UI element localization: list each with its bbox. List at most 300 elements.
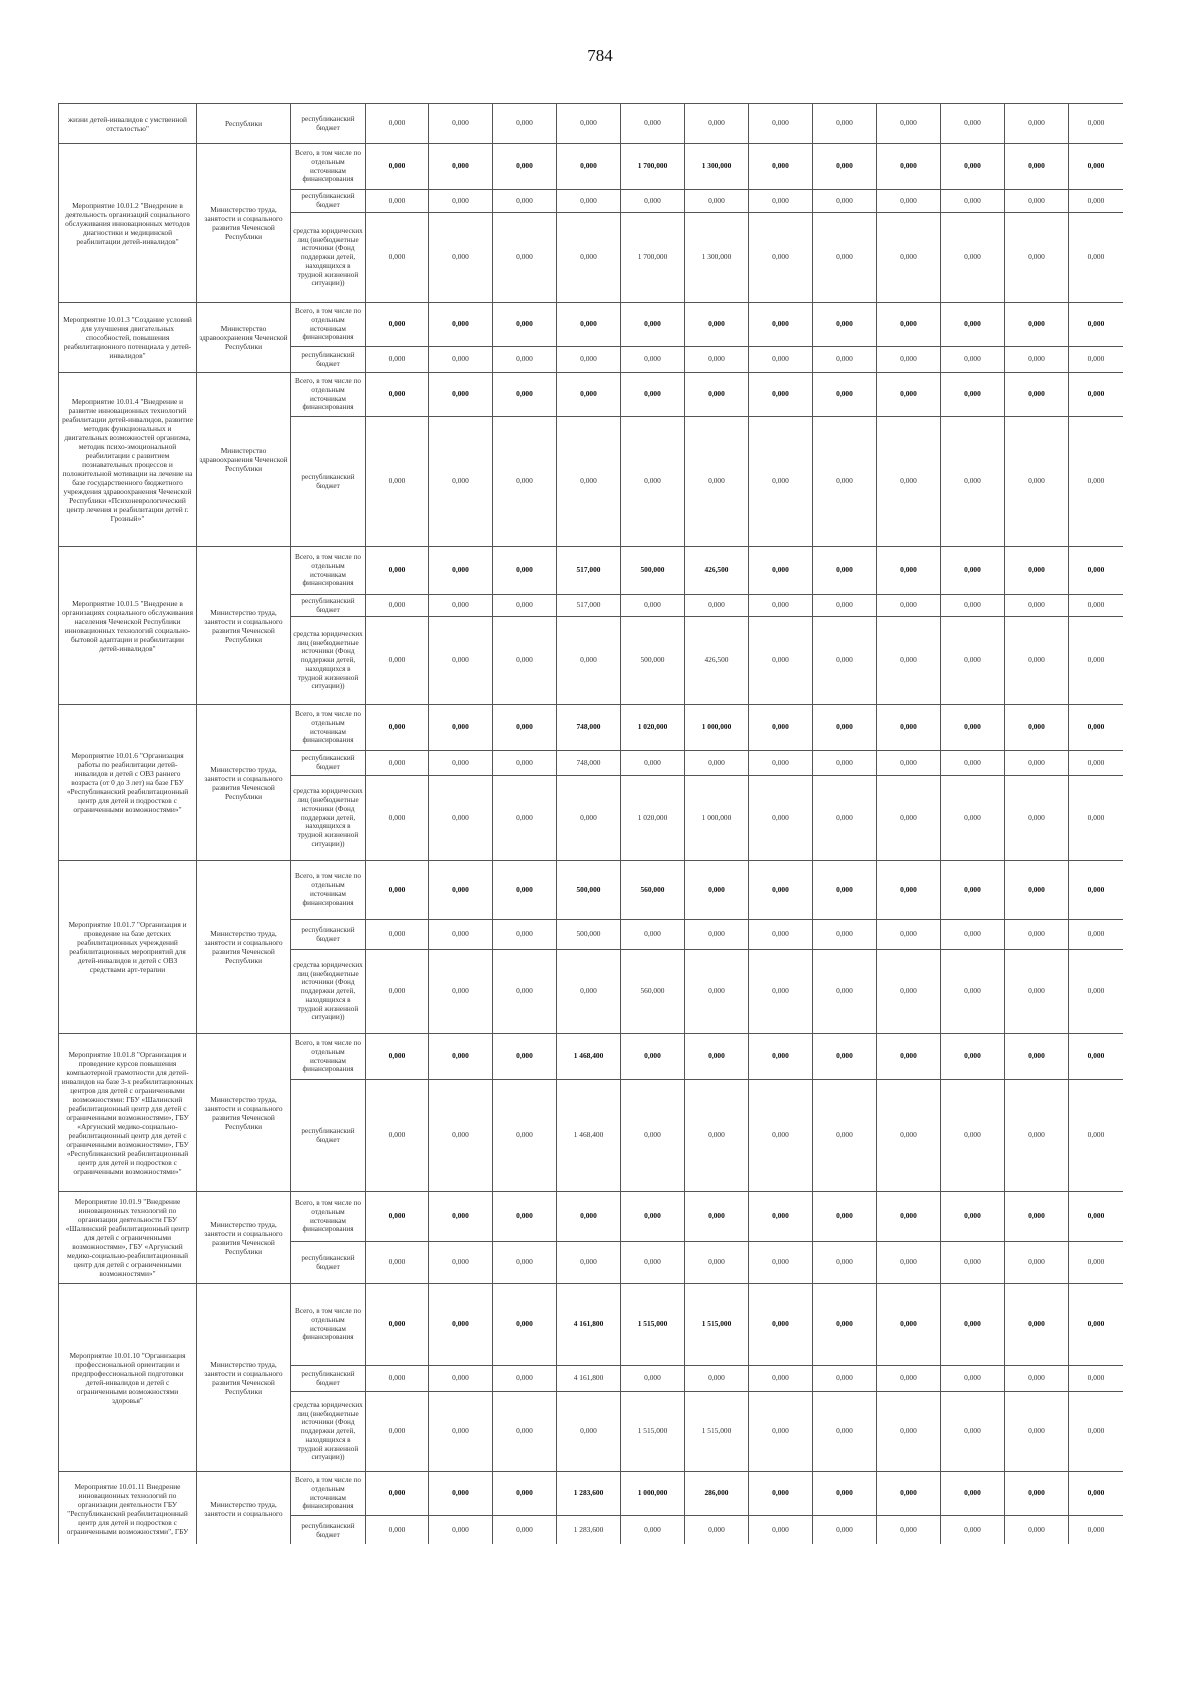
amount-cell: 0,000 [941, 1242, 1005, 1284]
amount-cell: 0,000 [1005, 950, 1069, 1034]
amount-cell: 0,000 [941, 1080, 1005, 1192]
amount-cell: 0,000 [621, 347, 685, 373]
amount-cell: 0,000 [877, 920, 941, 950]
amount-cell: 4 161,800 [557, 1366, 621, 1392]
table-row [59, 861, 1124, 920]
amount-cell: 0,000 [366, 144, 429, 190]
table-row [59, 1034, 1124, 1080]
amount-cell: 0,000 [429, 1034, 493, 1080]
amount-cell: 0,000 [1069, 1366, 1124, 1392]
amount-cell: 0,000 [493, 705, 557, 751]
amount-cell: 1 283,600 [557, 1516, 621, 1545]
funding-source-cell: средства юридических лиц (внебюджетные источники (Фонд поддержки детей, находящихся в трудной жизненной ситуации)) [291, 776, 366, 861]
amount-cell: 0,000 [1069, 1392, 1124, 1472]
amount-cell: 0,000 [877, 303, 941, 347]
amount-cell: 0,000 [813, 861, 877, 920]
amount-cell: 0,000 [749, 1472, 813, 1516]
funding-source-cell: республиканский бюджет [291, 347, 366, 373]
amount-cell: 0,000 [877, 861, 941, 920]
amount-cell: 0,000 [1069, 1516, 1124, 1545]
amount-cell: 0,000 [813, 705, 877, 751]
amount-cell: 0,000 [941, 373, 1005, 417]
amount-cell: 0,000 [429, 1516, 493, 1545]
amount-cell: 0,000 [429, 144, 493, 190]
amount-cell: 0,000 [493, 1242, 557, 1284]
amount-cell: 0,000 [1069, 920, 1124, 950]
funding-source-cell: Всего, в том числе по отдельным источникам финансирования [291, 1472, 366, 1516]
executor-cell: Министерство труда, занятости и социального развития Чеченской Республики [197, 1284, 291, 1472]
amount-cell: 0,000 [877, 213, 941, 303]
amount-cell: 0,000 [366, 617, 429, 705]
amount-cell: 1 283,600 [557, 1472, 621, 1516]
amount-cell: 0,000 [813, 920, 877, 950]
amount-cell: 0,000 [621, 104, 685, 144]
amount-cell: 0,000 [1069, 595, 1124, 617]
amount-cell: 0,000 [941, 1034, 1005, 1080]
amount-cell: 0,000 [429, 547, 493, 595]
amount-cell: 0,000 [493, 1192, 557, 1242]
amount-cell: 0,000 [493, 144, 557, 190]
amount-cell: 0,000 [749, 617, 813, 705]
amount-cell: 0,000 [1069, 1284, 1124, 1366]
measure-name-cell: Мероприятие 10.01.5 "Внедрение в организациях социального обслуживания населения Чеченской Республики инновационных технологий социально-бытовой адаптации и реабилитации детей-инвалидов" [59, 547, 197, 705]
amount-cell: 0,000 [877, 144, 941, 190]
amount-cell: 0,000 [685, 950, 749, 1034]
page-number: 784 [587, 46, 613, 65]
amount-cell: 0,000 [1005, 1392, 1069, 1472]
amount-cell: 0,000 [1069, 751, 1124, 776]
amount-cell: 0,000 [813, 303, 877, 347]
amount-cell: 0,000 [813, 144, 877, 190]
amount-cell: 0,000 [877, 776, 941, 861]
amount-cell: 0,000 [877, 1472, 941, 1516]
amount-cell: 0,000 [813, 1516, 877, 1545]
amount-cell: 0,000 [941, 417, 1005, 547]
amount-cell: 0,000 [366, 373, 429, 417]
amount-cell: 0,000 [877, 950, 941, 1034]
amount-cell: 0,000 [366, 417, 429, 547]
amount-cell: 0,000 [366, 751, 429, 776]
amount-cell: 0,000 [749, 547, 813, 595]
funding-source-cell: республиканский бюджет [291, 920, 366, 950]
amount-cell: 0,000 [1069, 190, 1124, 213]
amount-cell: 0,000 [1069, 213, 1124, 303]
amount-cell: 0,000 [1005, 1192, 1069, 1242]
amount-cell: 0,000 [941, 950, 1005, 1034]
measure-name-cell: Мероприятие 10.01.6 "Организация работы по реабилитации детей-инвалидов и детей с ОВЗ раннего возраста (от 0 до 3 лет) на базе ГБУ «Республиканский реабилитационный центр для детей и подростков с ограниченными возможностями»" [59, 705, 197, 861]
amount-cell: 0,000 [813, 950, 877, 1034]
funding-source-cell: республиканский бюджет [291, 1516, 366, 1545]
measure-name-cell: Мероприятие 10.01.7 "Организация и проведение на базе детских реабилитационных учреждений реабилитационных мероприятий для детей-инвалидов и детей с ОВЗ средствами арт-терапии [59, 861, 197, 1034]
amount-cell: 0,000 [1069, 617, 1124, 705]
amount-cell: 0,000 [749, 705, 813, 751]
amount-cell: 0,000 [557, 1192, 621, 1242]
executor-cell: Министерство труда, занятости и социального развития Чеченской Республики [197, 547, 291, 705]
amount-cell: 0,000 [877, 1242, 941, 1284]
executor-cell: Министерство труда, занятости и социального [197, 1472, 291, 1545]
measure-name-cell: Мероприятие 10.01.8 "Организация и проведение курсов повышения компьютерной грамотности для детей-инвалидов на базе 3-х реабилитационных центров для детей с ограниченными возможностями: ГБУ «Шалинский реабилитационный центр для детей с ограниченными возможностями», ГБУ «Аргунский медико-социально-реабилитационный центр для детей с ограниченными возможностями», ГБУ «Республиканский реабилитационный центр для детей и подростков с ограниченными возможностями»" [59, 1034, 197, 1192]
amount-cell: 560,000 [621, 950, 685, 1034]
amount-cell: 517,000 [557, 595, 621, 617]
amount-cell: 0,000 [749, 1392, 813, 1472]
amount-cell: 0,000 [366, 1516, 429, 1545]
amount-cell: 0,000 [366, 1080, 429, 1192]
amount-cell: 0,000 [429, 920, 493, 950]
amount-cell: 0,000 [493, 104, 557, 144]
table-row [59, 373, 1124, 417]
amount-cell: 0,000 [813, 1034, 877, 1080]
amount-cell: 0,000 [621, 1192, 685, 1242]
amount-cell: 0,000 [366, 1392, 429, 1472]
amount-cell: 0,000 [557, 1392, 621, 1472]
amount-cell: 0,000 [1005, 617, 1069, 705]
measure-name-cell: Мероприятие 10.01.3 "Создание условий для улучшения двигательных способностей, повышения реабилитационного потенциала у детей-инвалидов" [59, 303, 197, 373]
amount-cell: 0,000 [877, 595, 941, 617]
amount-cell: 0,000 [493, 1472, 557, 1516]
amount-cell: 748,000 [557, 751, 621, 776]
amount-cell: 0,000 [749, 776, 813, 861]
executor-cell: Республики [197, 104, 291, 144]
amount-cell: 0,000 [366, 1284, 429, 1366]
amount-cell: 0,000 [557, 1242, 621, 1284]
table-row [59, 1284, 1124, 1366]
table-row [59, 303, 1124, 347]
amount-cell: 0,000 [813, 190, 877, 213]
amount-cell: 0,000 [685, 920, 749, 950]
amount-cell: 0,000 [557, 373, 621, 417]
amount-cell: 0,000 [429, 950, 493, 1034]
amount-cell: 0,000 [813, 373, 877, 417]
amount-cell: 0,000 [685, 861, 749, 920]
amount-cell: 0,000 [941, 1284, 1005, 1366]
amount-cell: 0,000 [366, 1366, 429, 1392]
amount-cell: 0,000 [1005, 751, 1069, 776]
amount-cell: 0,000 [1005, 776, 1069, 861]
amount-cell: 1 700,000 [621, 213, 685, 303]
amount-cell: 0,000 [621, 417, 685, 547]
table-row [59, 144, 1124, 190]
amount-cell: 0,000 [366, 1034, 429, 1080]
amount-cell: 0,000 [1069, 705, 1124, 751]
funding-source-cell: республиканский бюджет [291, 104, 366, 144]
amount-cell: 0,000 [493, 213, 557, 303]
amount-cell: 0,000 [493, 547, 557, 595]
amount-cell: 0,000 [813, 617, 877, 705]
executor-cell: Министерство труда, занятости и социального развития Чеченской Республики [197, 1192, 291, 1284]
amount-cell: 0,000 [941, 1392, 1005, 1472]
amount-cell: 500,000 [557, 920, 621, 950]
amount-cell: 0,000 [813, 1472, 877, 1516]
amount-cell: 1 515,000 [685, 1392, 749, 1472]
amount-cell: 0,000 [493, 1080, 557, 1192]
amount-cell: 0,000 [621, 303, 685, 347]
amount-cell: 0,000 [621, 1242, 685, 1284]
amount-cell: 0,000 [493, 776, 557, 861]
amount-cell: 0,000 [557, 104, 621, 144]
amount-cell: 0,000 [1005, 144, 1069, 190]
amount-cell: 1 468,400 [557, 1080, 621, 1192]
amount-cell: 0,000 [621, 1034, 685, 1080]
amount-cell: 0,000 [941, 104, 1005, 144]
amount-cell: 0,000 [749, 1242, 813, 1284]
amount-cell: 0,000 [429, 861, 493, 920]
amount-cell: 0,000 [877, 347, 941, 373]
amount-cell: 0,000 [493, 920, 557, 950]
amount-cell: 0,000 [941, 751, 1005, 776]
amount-cell: 0,000 [366, 861, 429, 920]
amount-cell: 0,000 [1005, 1516, 1069, 1545]
amount-cell: 0,000 [557, 347, 621, 373]
amount-cell: 0,000 [429, 595, 493, 617]
amount-cell: 0,000 [429, 417, 493, 547]
amount-cell: 0,000 [429, 104, 493, 144]
amount-cell: 0,000 [685, 1516, 749, 1545]
amount-cell: 0,000 [493, 861, 557, 920]
amount-cell: 0,000 [366, 776, 429, 861]
amount-cell: 0,000 [493, 595, 557, 617]
amount-cell: 0,000 [941, 920, 1005, 950]
amount-cell: 0,000 [1005, 104, 1069, 144]
amount-cell: 0,000 [366, 547, 429, 595]
amount-cell: 0,000 [941, 705, 1005, 751]
funding-source-cell: Всего, в том числе по отдельным источникам финансирования [291, 705, 366, 751]
amount-cell: 0,000 [366, 595, 429, 617]
amount-cell: 0,000 [493, 1284, 557, 1366]
amount-cell: 0,000 [941, 1192, 1005, 1242]
amount-cell: 0,000 [813, 776, 877, 861]
amount-cell: 0,000 [621, 373, 685, 417]
amount-cell: 0,000 [685, 1080, 749, 1192]
amount-cell: 0,000 [877, 190, 941, 213]
funding-source-cell: средства юридических лиц (внебюджетные источники (Фонд поддержки детей, находящихся в трудной жизненной ситуации)) [291, 617, 366, 705]
amount-cell: 0,000 [813, 1366, 877, 1392]
amount-cell: 0,000 [685, 1366, 749, 1392]
amount-cell: 0,000 [493, 1392, 557, 1472]
amount-cell: 0,000 [366, 303, 429, 347]
amount-cell: 0,000 [557, 950, 621, 1034]
funding-source-cell: средства юридических лиц (внебюджетные источники (Фонд поддержки детей, находящихся в трудной жизненной ситуации)) [291, 1392, 366, 1472]
measure-name-cell: Мероприятие 10.01.10 "Организация профессиональной ориентации и предпрофессиональной подготовки детей-инвалидов и детей с ограниченными возможностями здоровья" [59, 1284, 197, 1472]
amount-cell: 0,000 [1005, 861, 1069, 920]
amount-cell: 0,000 [429, 1284, 493, 1366]
amount-cell: 0,000 [1005, 1080, 1069, 1192]
amount-cell: 1 020,000 [621, 705, 685, 751]
amount-cell: 0,000 [366, 920, 429, 950]
measure-name-cell: Мероприятие 10.01.11 Внедрение инновационных технологий по организации деятельности ГБУ "Республиканский реабилитационный центр для детей и подростков с ограниченными возможностями", ГБУ [59, 1472, 197, 1545]
amount-cell: 0,000 [1069, 1034, 1124, 1080]
measure-name-cell: Мероприятие 10.01.2 "Внедрение в деятельность организаций социального обслуживания инновационных методов диагностики и медицинской реабилитации детей-инвалидов" [59, 144, 197, 303]
amount-cell: 0,000 [685, 303, 749, 347]
amount-cell: 0,000 [621, 1366, 685, 1392]
budget-table-container [58, 103, 1123, 1544]
amount-cell: 0,000 [941, 190, 1005, 213]
amount-cell: 0,000 [1069, 861, 1124, 920]
funding-source-cell: Всего, в том числе по отдельным источникам финансирования [291, 1192, 366, 1242]
amount-cell: 0,000 [877, 373, 941, 417]
amount-cell: 0,000 [1069, 373, 1124, 417]
amount-cell: 0,000 [1005, 595, 1069, 617]
amount-cell: 0,000 [621, 1080, 685, 1192]
executor-cell: Министерство труда, занятости и социального развития Чеченской Республики [197, 1034, 291, 1192]
amount-cell: 4 161,800 [557, 1284, 621, 1366]
amount-cell: 0,000 [941, 617, 1005, 705]
amount-cell: 0,000 [749, 104, 813, 144]
amount-cell: 0,000 [1005, 213, 1069, 303]
amount-cell: 0,000 [877, 104, 941, 144]
amount-cell: 0,000 [621, 190, 685, 213]
amount-cell: 1 000,000 [685, 705, 749, 751]
amount-cell: 0,000 [1069, 104, 1124, 144]
amount-cell: 0,000 [429, 705, 493, 751]
amount-cell: 0,000 [813, 1192, 877, 1242]
amount-cell: 0,000 [877, 751, 941, 776]
amount-cell: 0,000 [749, 1284, 813, 1366]
amount-cell: 0,000 [1069, 417, 1124, 547]
amount-cell: 0,000 [429, 1192, 493, 1242]
amount-cell: 0,000 [1069, 1242, 1124, 1284]
executor-cell: Министерство труда, занятости и социального развития Чеченской Республики [197, 705, 291, 861]
amount-cell: 0,000 [429, 1472, 493, 1516]
amount-cell: 0,000 [366, 190, 429, 213]
amount-cell: 1 515,000 [621, 1392, 685, 1472]
amount-cell: 0,000 [877, 1284, 941, 1366]
amount-cell: 1 468,400 [557, 1034, 621, 1080]
funding-source-cell: Всего, в том числе по отдельным источникам финансирования [291, 861, 366, 920]
amount-cell: 0,000 [877, 1034, 941, 1080]
amount-cell: 0,000 [493, 190, 557, 213]
executor-cell: Министерство труда, занятости и социального развития Чеченской Республики [197, 861, 291, 1034]
amount-cell: 0,000 [429, 303, 493, 347]
amount-cell: 0,000 [1069, 347, 1124, 373]
amount-cell: 0,000 [429, 347, 493, 373]
amount-cell: 0,000 [749, 347, 813, 373]
amount-cell: 0,000 [557, 417, 621, 547]
amount-cell: 0,000 [429, 1242, 493, 1284]
amount-cell: 1 300,000 [685, 144, 749, 190]
amount-cell: 0,000 [877, 1366, 941, 1392]
amount-cell: 0,000 [493, 751, 557, 776]
amount-cell: 0,000 [1005, 1242, 1069, 1284]
amount-cell: 0,000 [1005, 373, 1069, 417]
amount-cell: 0,000 [1005, 303, 1069, 347]
amount-cell: 0,000 [493, 373, 557, 417]
amount-cell: 0,000 [813, 1284, 877, 1366]
executor-cell: Министерство здравоохранения Чеченской Республики [197, 303, 291, 373]
amount-cell: 0,000 [493, 950, 557, 1034]
amount-cell: 0,000 [429, 190, 493, 213]
amount-cell: 0,000 [621, 920, 685, 950]
amount-cell: 0,000 [685, 1242, 749, 1284]
amount-cell: 500,000 [621, 617, 685, 705]
amount-cell: 0,000 [1069, 1080, 1124, 1192]
amount-cell: 0,000 [749, 213, 813, 303]
amount-cell: 0,000 [877, 617, 941, 705]
amount-cell: 560,000 [621, 861, 685, 920]
amount-cell: 0,000 [685, 347, 749, 373]
amount-cell: 286,000 [685, 1472, 749, 1516]
amount-cell: 517,000 [557, 547, 621, 595]
amount-cell: 0,000 [685, 595, 749, 617]
table-row [59, 1472, 1124, 1516]
funding-source-cell: республиканский бюджет [291, 417, 366, 547]
amount-cell: 0,000 [1069, 950, 1124, 1034]
funding-source-cell: Всего, в том числе по отдельным источникам финансирования [291, 303, 366, 347]
budget-table [58, 103, 1123, 1544]
amount-cell: 0,000 [493, 347, 557, 373]
amount-cell: 0,000 [941, 1516, 1005, 1545]
amount-cell: 0,000 [429, 751, 493, 776]
table-row [59, 547, 1124, 595]
amount-cell: 0,000 [749, 303, 813, 347]
amount-cell: 0,000 [941, 776, 1005, 861]
amount-cell: 0,000 [1069, 776, 1124, 861]
amount-cell: 0,000 [749, 920, 813, 950]
amount-cell: 0,000 [366, 213, 429, 303]
amount-cell: 0,000 [621, 595, 685, 617]
amount-cell: 0,000 [685, 1192, 749, 1242]
amount-cell: 0,000 [493, 617, 557, 705]
amount-cell: 0,000 [1069, 547, 1124, 595]
amount-cell: 0,000 [493, 303, 557, 347]
amount-cell: 1 515,000 [685, 1284, 749, 1366]
amount-cell: 0,000 [685, 104, 749, 144]
amount-cell: 0,000 [1005, 920, 1069, 950]
amount-cell: 0,000 [429, 776, 493, 861]
amount-cell: 0,000 [813, 104, 877, 144]
amount-cell: 0,000 [493, 1034, 557, 1080]
funding-source-cell: средства юридических лиц (внебюджетные источники (Фонд поддержки детей, находящихся в трудной жизненной ситуации)) [291, 950, 366, 1034]
amount-cell: 0,000 [941, 1472, 1005, 1516]
amount-cell: 0,000 [429, 373, 493, 417]
table-row [59, 705, 1124, 751]
amount-cell: 500,000 [557, 861, 621, 920]
executor-cell: Министерство труда, занятости и социального развития Чеченской Республики [197, 144, 291, 303]
amount-cell: 0,000 [557, 776, 621, 861]
funding-source-cell: республиканский бюджет [291, 751, 366, 776]
amount-cell: 0,000 [813, 1242, 877, 1284]
funding-source-cell: Всего, в том числе по отдельным источникам финансирования [291, 1034, 366, 1080]
amount-cell: 0,000 [1005, 1284, 1069, 1366]
amount-cell: 0,000 [749, 1516, 813, 1545]
amount-cell: 0,000 [366, 347, 429, 373]
funding-source-cell: республиканский бюджет [291, 190, 366, 213]
amount-cell: 0,000 [813, 1080, 877, 1192]
table-row [59, 1192, 1124, 1242]
amount-cell: 0,000 [813, 213, 877, 303]
amount-cell: 426,500 [685, 617, 749, 705]
amount-cell: 0,000 [877, 1392, 941, 1472]
amount-cell: 0,000 [813, 547, 877, 595]
amount-cell: 0,000 [813, 347, 877, 373]
amount-cell: 0,000 [366, 1472, 429, 1516]
amount-cell: 0,000 [941, 213, 1005, 303]
amount-cell: 0,000 [749, 861, 813, 920]
amount-cell: 0,000 [366, 1192, 429, 1242]
amount-cell: 0,000 [429, 1366, 493, 1392]
amount-cell: 1 000,000 [685, 776, 749, 861]
measure-name-cell: Мероприятие 10.01.4 "Внедрение и развитие инновационных технологий реабилитации детей-инвалидов, развитие методик функциональных и двигательных возможностей организма, методик психо-эмоциональной реабилитации с развитием познавательных процессов и положительной мотивации на лечение на базе государственного бюджетного учреждения здравоохранения Чеченской Республики «Психоневрологический центр лечения и реабилитации детей г. Грозный»" [59, 373, 197, 547]
amount-cell: 0,000 [941, 595, 1005, 617]
amount-cell: 0,000 [813, 417, 877, 547]
funding-source-cell: республиканский бюджет [291, 595, 366, 617]
funding-source-cell: республиканский бюджет [291, 1366, 366, 1392]
amount-cell: 1 000,000 [621, 1472, 685, 1516]
amount-cell: 1 700,000 [621, 144, 685, 190]
amount-cell: 0,000 [749, 373, 813, 417]
amount-cell: 0,000 [1005, 547, 1069, 595]
funding-source-cell: средства юридических лиц (внебюджетные источники (Фонд поддержки детей, находящихся в трудной жизненной ситуации)) [291, 213, 366, 303]
amount-cell: 0,000 [813, 1392, 877, 1472]
